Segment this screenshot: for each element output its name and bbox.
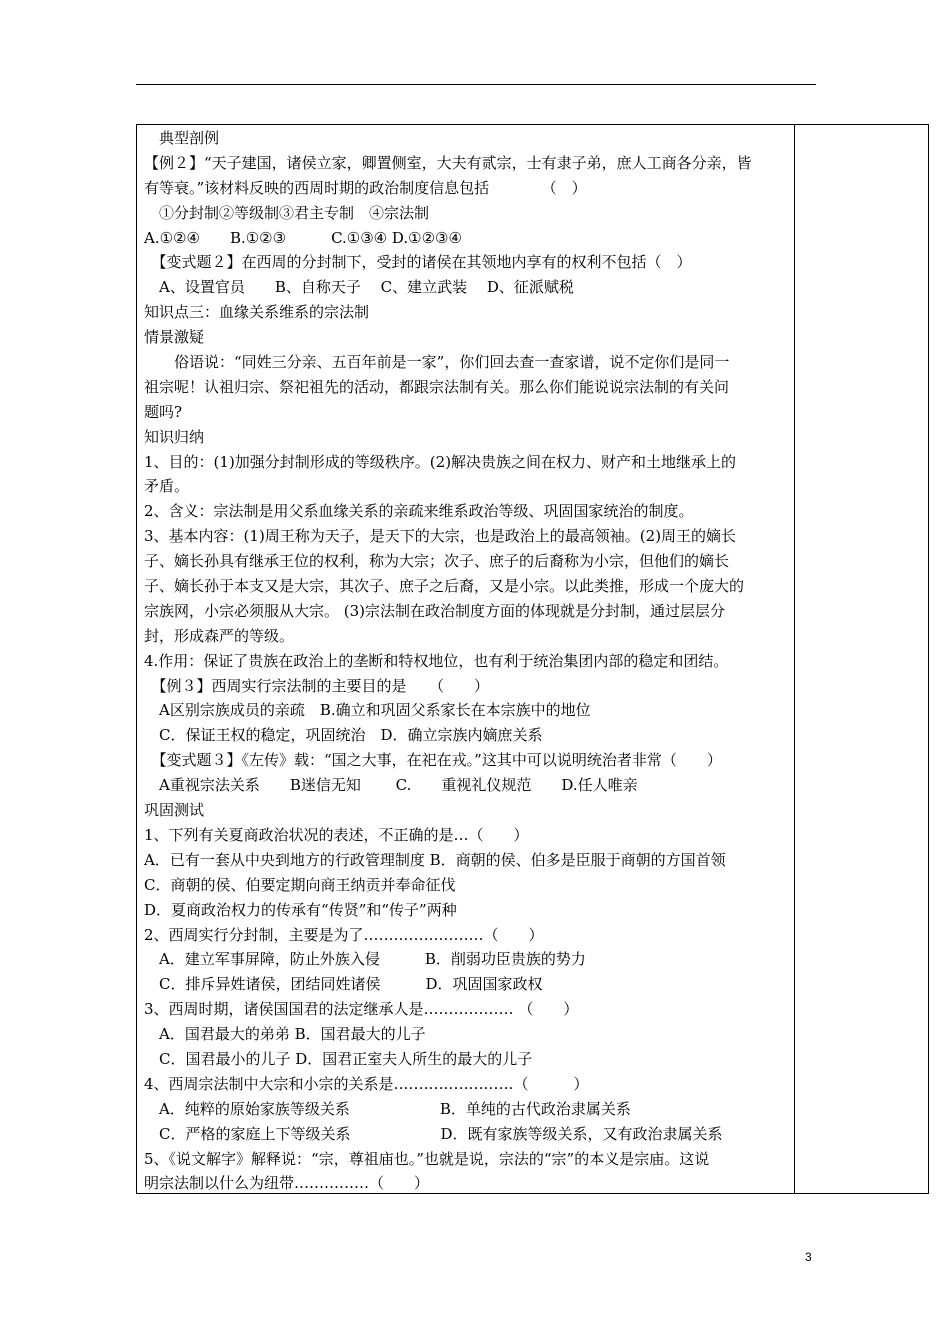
header-rule	[136, 84, 816, 85]
text-line: C．保证王权的稳定，巩固统治 D．确立宗族内嫡庶关系	[144, 726, 543, 745]
text-line: 2、西周实行分封制，主要是为了……………………（ ）	[144, 925, 544, 944]
text-line: 祖宗呢！认祖归宗、祭祀祖先的活动，都跟宗法制有关。那么你们能说说宗法制的有关问	[144, 377, 730, 396]
text-line: C．严格的家庭上下等级关系 D．既有家族等级关系，又有政治隶属关系	[144, 1124, 723, 1143]
text-line: 子、嫡长孙具有继承王位的权利，称为大宗；次子、庶子的后裔称为小宗，但他们的嫡长	[144, 552, 730, 571]
text-line: 4.作用：保证了贵族在政治上的垄断和特权地位，也有利于统治集团内部的稳定和团结。	[144, 651, 729, 670]
document-body	[144, 126, 794, 1196]
text-line: 题吗?	[144, 402, 183, 421]
text-line: 【变式题３】《左传》载：“国之大事，在祀在戎。”这其中可以说明统治者非常（ ）	[144, 751, 722, 770]
text-line: A．国君最大的弟弟 B．国君最大的儿子	[144, 1025, 426, 1044]
text-line: 3、基本内容：(1)周王称为天子，是天下的大宗，也是政治上的最高领袖。(2)周王的嫡长	[144, 527, 737, 546]
text-line: 1、目的：(1)加强分封制形成的等级秩序。(2)解决贵族之间在权力、财产和土地继承上的	[144, 452, 737, 471]
text-line: 封，形成森严的等级。	[144, 626, 295, 645]
text-line: 【变式题２】在西周的分封制下，受封的诸侯在其领地内享有的权利不包括（ ）	[144, 253, 692, 272]
text-line: A重视宗法关系 B迷信无知 C. 重视礼仪规范 D.任人唯亲	[144, 776, 638, 795]
text-line: A.①②④ B.①②③ C.①③④ D.①②③④	[144, 228, 462, 247]
text-line: ①分封制②等级制③君主专制 ④宗法制	[144, 203, 430, 222]
text-line: A．建立军事屏障，防止外族入侵 B．削弱功臣贵族的势力	[144, 950, 586, 969]
text-line: 3、西周时期，诸侯国国君的法定继承人是……………… （ ）	[144, 1000, 579, 1019]
text-line: 巩固测试	[144, 801, 205, 820]
text-line: A．已有一套从中央到地方的行政管理制度 B．商朝的侯、伯多是臣服于商朝的方国首领	[144, 850, 726, 869]
text-line: 矛盾。	[144, 477, 190, 496]
text-line: C．排斥异姓诸侯，团结同姓诸侯 D．巩固国家政权	[144, 975, 543, 994]
text-line: 子、嫡长孙于本支又是大宗，其次子、庶子之后裔，又是小宗。以此类推，形成一个庞大的	[144, 577, 745, 596]
text-line: 4、西周宗法制中大宗和小宗的关系是……………………（ ）	[144, 1074, 589, 1093]
text-line: 【例２】“天子建国，诸侯立家，卿置侧室，大夫有贰宗，士有隶子弟，庶人工商各分亲，皆	[144, 153, 752, 172]
page-number: 3	[805, 1250, 812, 1264]
text-line: 俗语说：“同姓三分亲、五百年前是一家”，你们回去查一查家谱，说不定你们是同一	[144, 353, 730, 372]
text-line: 典型剖例	[144, 129, 220, 147]
text-line: C．商朝的侯、伯要定期向商王纳贡并奉命征伐	[144, 875, 456, 894]
text-line: 宗族网，小宗必须服从大宗。 (3)宗法制在政治制度方面的体现就是分封制，通过层层分	[144, 601, 726, 620]
text-line: 明宗法制以什么为纽带……………（ ）	[144, 1174, 430, 1193]
text-line: 2、含义：宗法制是用父系血缘关系的亲疏来维系政治等级、巩固国家统治的制度。	[144, 502, 694, 521]
text-line: 5、《说文解字》解释说：“宗，尊祖庙也。”也就是说，宗法的“宗”的本义是宗庙。这说	[144, 1149, 710, 1168]
text-line: D．夏商政治权力的传承有“传贤”和“传子”两种	[144, 900, 457, 919]
text-line: 知识归纳	[144, 427, 205, 446]
text-line: 有等衰。”该材料反映的西周时期的政治制度信息包括 （ ）	[144, 178, 587, 197]
text-line: A．纯粹的原始家族等级关系 B．单纯的古代政治隶属关系	[144, 1099, 631, 1118]
text-line: 情景激疑	[144, 328, 205, 347]
text-line: 1、下列有关夏商政治状况的表述，不正确的是…（ ）	[144, 825, 529, 844]
text-line: C．国君最小的儿子 D．国君正室夫人所生的最大的儿子	[144, 1049, 533, 1068]
text-line: 知识点三：血缘关系维系的宗法制	[144, 303, 370, 322]
text-line: A、设置官员 B、自称天子 C、建立武装 D、征派赋税	[144, 278, 574, 297]
text-line: A区别宗族成员的亲疏 B.确立和巩固父系家长在本宗族中的地位	[144, 701, 591, 720]
text-line: 【例３】西周实行宗法制的主要目的是 （ ）	[144, 676, 490, 695]
